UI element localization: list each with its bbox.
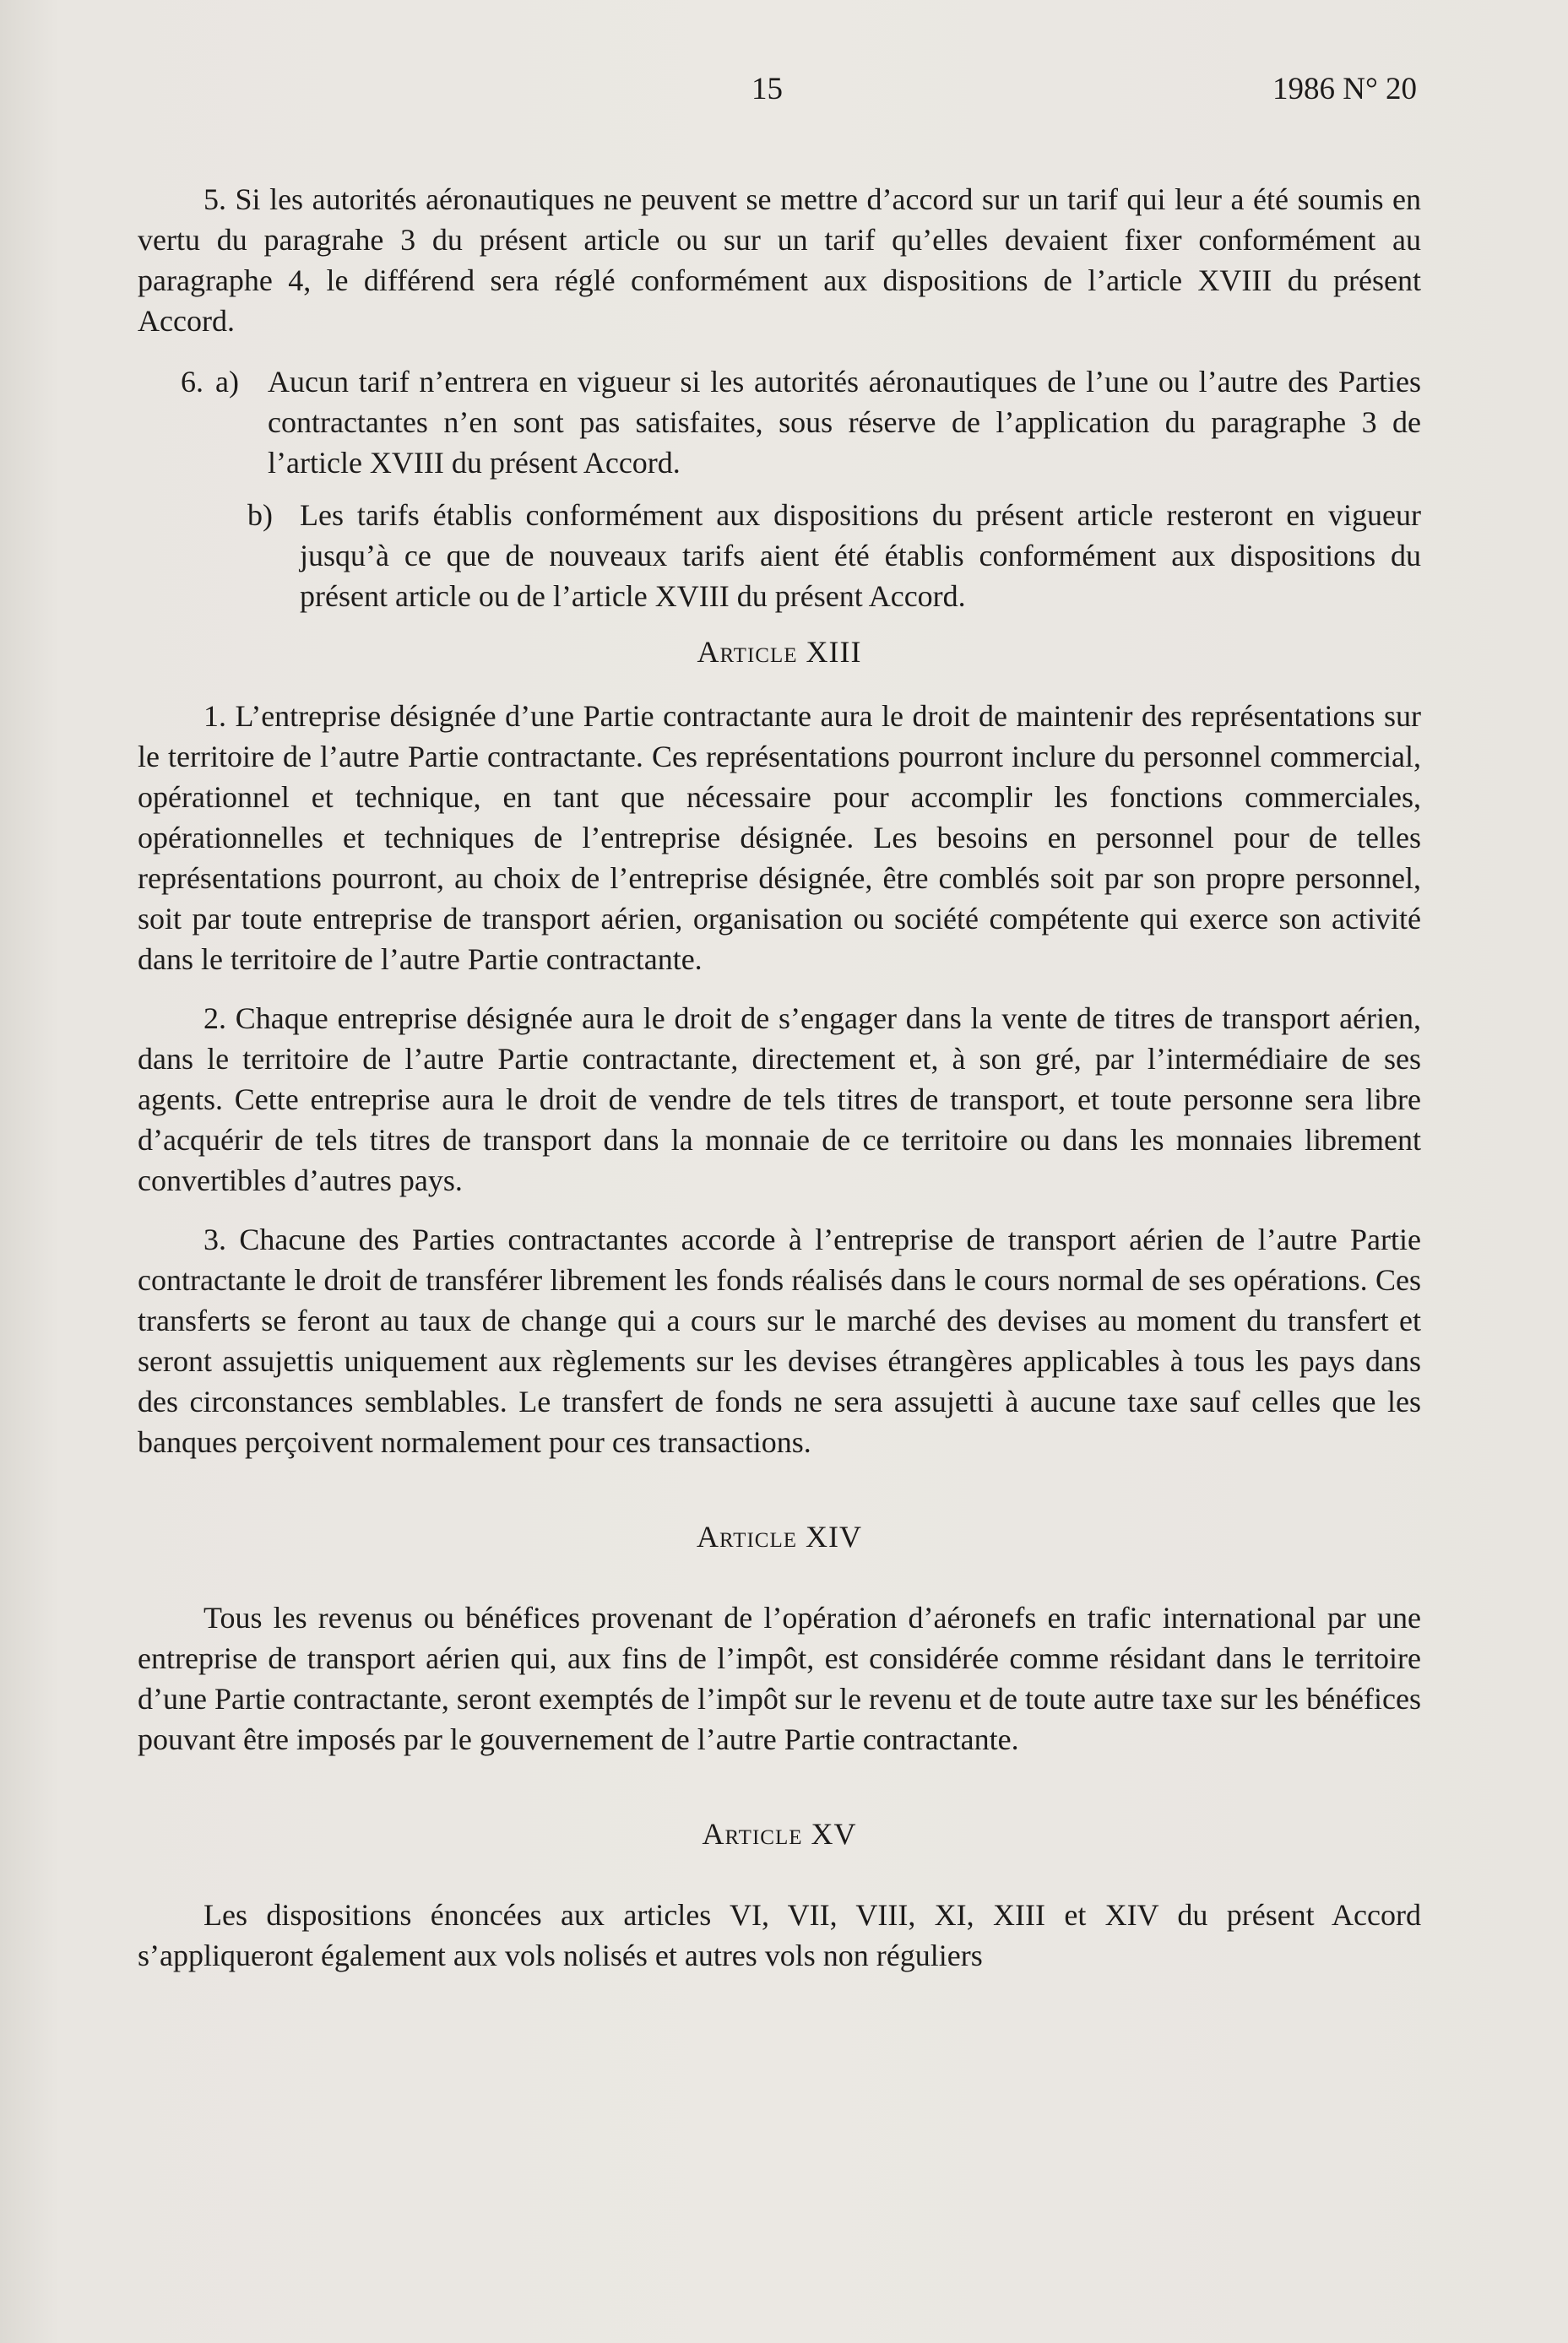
paragraph-6	[138, 361, 1421, 495]
paragraph-6b-label: b)	[247, 498, 273, 532]
paragraph-6b	[247, 495, 1421, 616]
article-14-title: Article XIV	[697, 1520, 862, 1554]
paragraph-6a-text: Aucun tarif n’entrera en vigueur si les autorités aéronautiques de l’une ou l’autre des Parties contractantes n’en sont pas satisfaites, sous réserve de l’application du paragraphe 3 de l’article XVIII du présent Accord.	[268, 365, 1421, 480]
page-number: 15	[751, 72, 783, 106]
paragraph-5: 5. Si les autorités aéronautiques ne peuvent se mettre d’accord sur un tarif qui leur a été soumis en vertu du paragrahe 3 du présent article ou sur un tarif qu’elles devaient fixer conformément au paragraphe 4, le différend sera réglé conformément aux dispositions de l’article XVIII du présent Accord.	[138, 182, 1421, 338]
running-header	[138, 59, 1421, 118]
article-13-paragraph-2: 2. Chaque entreprise désignée aura le droit de s’engager dans la vente de titres de transport aérien, dans le territoire de l’autre Partie contractante, directement et, à son gré, par l’intermédiaire de ses agents. Cette entreprise aura le droit de vendre de tels titres de transport, et toute personne sera libre d’acquérir de tels titres de transport dans la monnaie de ce territoire ou dans les monnaies librement convertibles d’autres pays.	[138, 1001, 1421, 1197]
paragraph-6b-text: Les tarifs établis conformément aux dispositions du présent article resteront en vigueur jusqu’à ce que de nouveaux tarifs aient été établis conformément aux dispositions du présent article ou de l’article XVIII du présent Accord.	[300, 498, 1421, 613]
article-13-title: Article XIII	[697, 635, 862, 669]
article-14-paragraph-1: Tous les revenus ou bénéfices provenant de l’opération d’aéronefs en trafic international par une entreprise de transport aérien qui, aux fins de l’impôt, est considérée comme résidant dans le territoire d’une Partie contractante, seront exemptés de l’impôt sur le revenu et de toute autre taxe sur les bénéfices pouvant être imposés par le gouvernement de l’autre Partie contractante.	[138, 1601, 1421, 1756]
year-issue-number: 1986 N° 20	[1272, 72, 1417, 106]
paragraph-6-number: 6.	[181, 365, 203, 399]
page-content	[138, 59, 1421, 1994]
article-13-paragraph-1: 1. L’entreprise désignée d’une Partie contractante aura le droit de maintenir des représentations sur le territoire de l’autre Partie contractante. Ces représentations pourront inclure du personnel commercial, opérationnel et technique, en tant que nécessaire pour accomplir les fonctions commerciales, opérationnelles et techniques de l’entreprise désignée. Les besoins en personnel pour de telles représentations pourront, au choix de l’entreprise désignée, être comblés soit par son propre personnel, soit par toute entreprise de transport aérien, organisation ou société compétente qui exerce son activité dans le territoire de l’autre Partie contractante.	[138, 699, 1421, 976]
article-13-paragraph-3: 3. Chacune des Parties contractantes accorde à l’entreprise de transport aérien de l’autre Partie contractante le droit de transférer librement les fonds réalisés dans le cours normal de ses opérations. Ces transferts se feront au taux de change qui a cours sur le marché des devises au moment du transfert et seront assujettis uniquement aux règlements sur les devises étrangères applicables à tous les pays dans des circonstances semblables. Le transfert de fonds ne sera assujetti à aucune taxe sauf celles que les banques perçoivent normalement pour ces transactions.	[138, 1223, 1421, 1459]
article-15-title: Article XV	[702, 1817, 857, 1851]
paragraph-6a	[215, 361, 1421, 483]
article-15-paragraph-1: Les dispositions énoncées aux articles VI, VII, VIII, XI, XIII et XIV du présent Accord s’appliqueront également aux vols nolisés et autres vols non réguliers	[138, 1898, 1421, 1972]
paragraph-6a-label: a)	[215, 365, 239, 399]
